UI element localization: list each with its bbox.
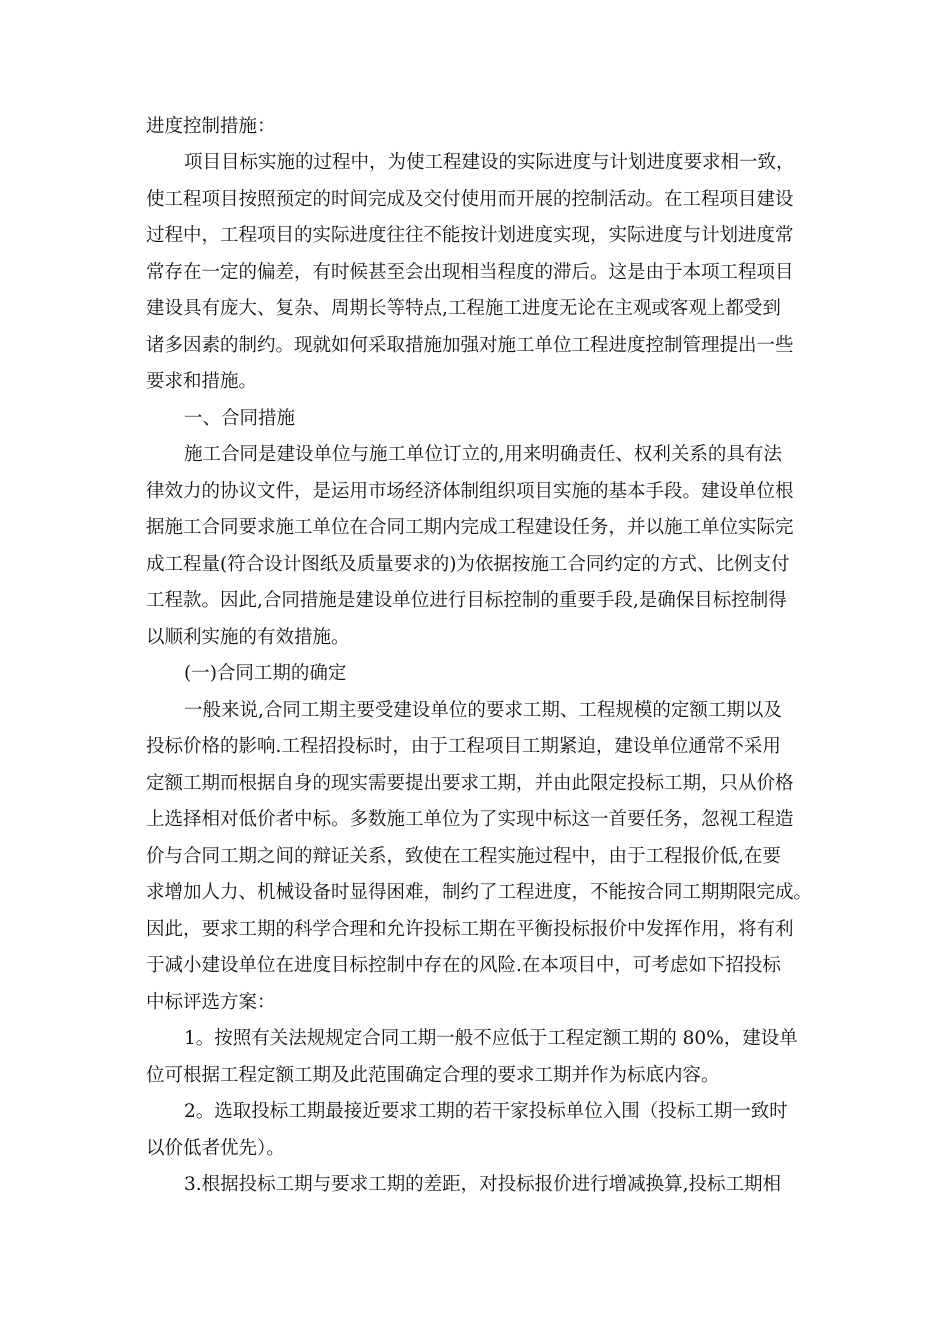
paragraph-line: 成工程量(符合设计图纸及质量要求的)为依据按施工合同约定的方式、比例支付: [146, 554, 790, 575]
paragraph-line: 中标评选方案：: [146, 992, 276, 1013]
paragraph-line: 诸多因素的制约。现就如何采取措施加强对施工单位工程进度控制管理提出一些: [146, 335, 794, 356]
subsection-heading-contract-duration: (一)合同工期的确定: [184, 663, 347, 684]
list-item-1-continued: 位可根据工程定额工期及此范围确定合理的要求工期并作为标底内容。: [146, 1065, 720, 1086]
list-item-2: 2。选取投标工期最接近要求工期的若干家投标单位入围（投标工期一致时: [184, 1101, 788, 1122]
paragraph-line: 要求和措施。: [146, 371, 258, 392]
paragraph-line: 使工程项目按照预定的时间完成及交付使用而开展的控制活动。在工程项目建设: [146, 189, 794, 210]
list-item-2-continued: 以价低者优先）。: [146, 1138, 285, 1159]
paragraph-line: 过程中，工程项目的实际进度往往不能按计划进度实现，实际进度与计划进度常: [146, 225, 794, 246]
paragraph-line: 投标价格的影响.工程招投标时，由于工程项目工期紧迫，建设单位通常不采用: [146, 736, 781, 757]
paragraph-line: 项目目标实施的过程中，为使工程建设的实际进度与计划进度要求相一致，: [184, 152, 795, 173]
paragraph-line: 以顺利实施的有效措施。: [146, 627, 350, 648]
list-item-3: 3.根据投标工期与要求工期的差距，对投标报价进行增减换算,投标工期相: [184, 1174, 782, 1195]
paragraph-line: 据施工合同要求施工单位在合同工期内完成工程建设任务，并以施工单位实际完: [146, 517, 794, 538]
paragraph-line: 于减小建设单位在进度目标控制中存在的风险.在本项目中，可考虑如下招投标: [146, 955, 781, 976]
paragraph-line: 工程款。因此,合同措施是建设单位进行目标控制的重要手段,是确保目标控制得: [146, 590, 787, 611]
paragraph-line: 一般来说,合同工期主要受建设单位的要求工期、工程规模的定额工期以及: [184, 700, 782, 721]
list-item-1: 1。按照有关法规规定合同工期一般不应低于工程定额工期的 80%，建设单: [184, 1028, 798, 1049]
paragraph-line: 施工合同是建设单位与施工单位订立的,用来明确责任、权利关系的具有法: [184, 444, 782, 465]
paragraph-line: 求增加人力、机械设备时显得困难，制约了工程进度，不能按合同工期期限完成。: [146, 882, 813, 903]
paragraph-line: 因此，要求工期的科学合理和允许投标工期在平衡投标报价中发挥作用，将有利: [146, 919, 794, 940]
section-heading-progress-control: 进度控制措施：: [146, 116, 276, 137]
section-heading-contract-measures: 一、合同措施: [184, 408, 296, 429]
paragraph-line: 价与合同工期之间的辩证关系，致使在工程实施过程中，由于工程报价低,在要: [146, 846, 781, 867]
paragraph-line: 上选择相对低价者中标。多数施工单位为了实现中标这一首要任务，忽视工程造: [146, 809, 794, 830]
paragraph-line: 常存在一定的偏差，有时候甚至会出现相当程度的滞后。这是由于本项工程项目: [146, 262, 794, 283]
paragraph-line: 建设具有庞大、复杂、周期长等特点,工程施工进度无论在主观或客观上都受到: [146, 298, 781, 319]
paragraph-line: 律效力的协议文件，是运用市场经济体制组织项目实施的基本手段。建设单位根: [146, 481, 794, 502]
paragraph-line: 定额工期而根据自身的现实需要提出要求工期，并由此限定投标工期，只从价格: [146, 773, 794, 794]
